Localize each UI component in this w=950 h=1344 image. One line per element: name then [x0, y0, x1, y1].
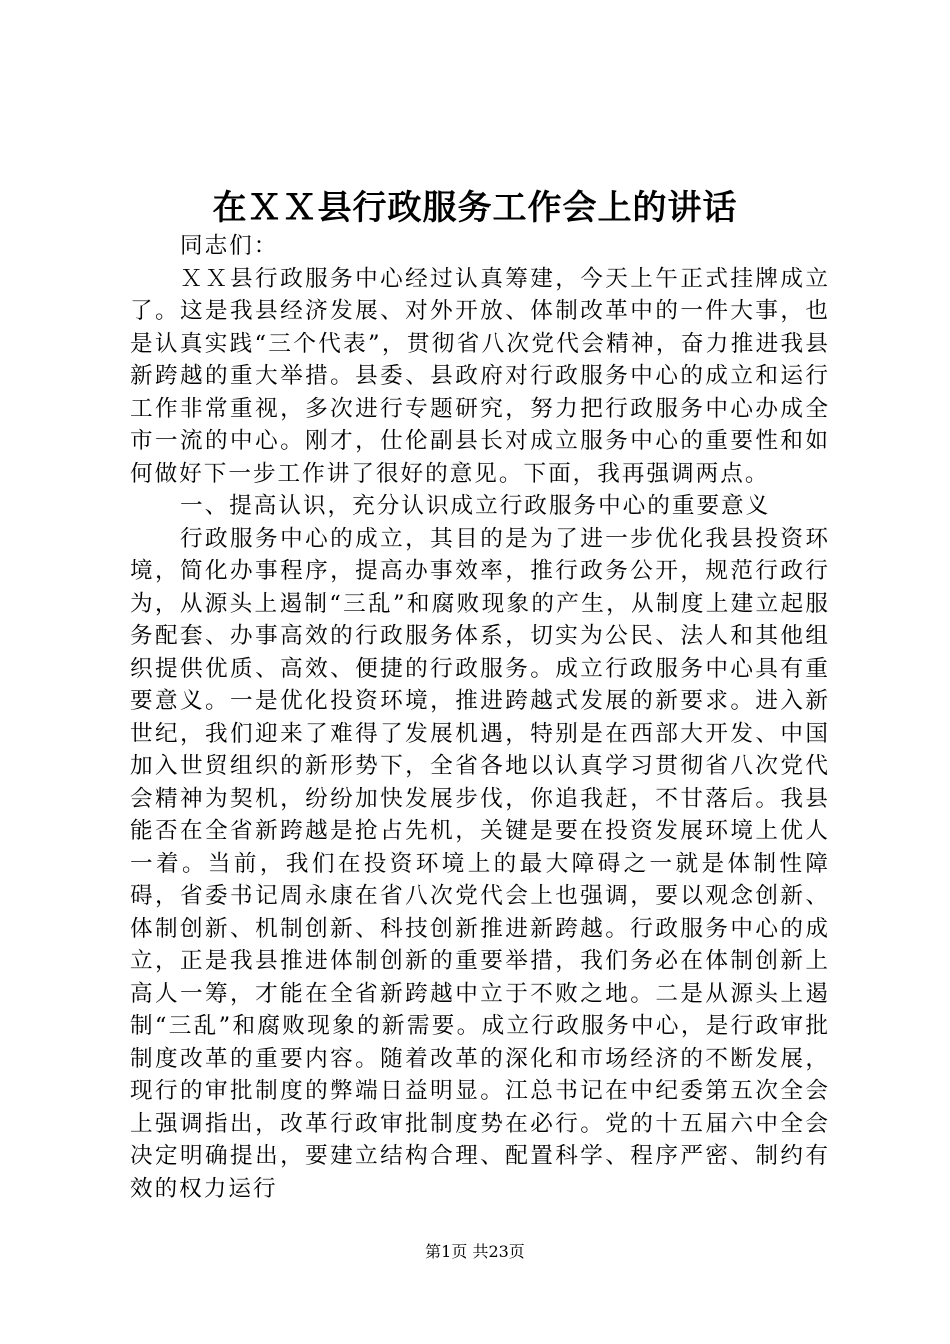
paragraph-significance: 行政服务中心的成立，其目的是为了进一步优化我县投资环境，简化办事程序，提高办事效率，推行政务公开，规范行政行为，从源头上遏制“三乱”和腐败现象的产生，从制度上建立起服务配套、办事高效的行政服务体系，切实为公民、法人和其他组织提供优质、高效、便捷的行政服务。成立行政服务中心具有重要意义。一是优化投资环境，推进跨越式发展的新要求。进入新世纪，我们迎来了难得了发展机遇，特别是在西部大开发、中国加入世贸组织的新形势下，全省各地以认真学习贯彻省八次党代会精神为契机，纷纷加快发展步伐，你追我赶，不甘落后。我县能否在全省新跨越是抢占先机，关键是要在投资发展环境上优人一着。当前，我们在投资环境上的最大障碍之一就是体制性障碍，省委书记周永康在省八次党代会上也强调，要以观念创新、体制创新、机制创新、科技创新推进新跨越。行政服务中心的成立，正是我县推进体制创新的重要举措，我们务必在体制创新上高人一筹，才能在全省新跨越中立于不败之地。二是从源头上遏制“三乱”和腐败现象的新需要。成立行政服务中心，是行政审批制度改革的重要内容。随着改革的深化和市场经济的不断发展，现行的审批制度的弊端日益明显。江总书记在中纪委第五次全会上强调指出，改革行政审批制度势在必行。党的十五届六中全会决定明确提出，要建立结构合理、配置科学、程序严密、制约有效的权力运行: [130, 525, 830, 1202]
section-heading-1: 一、提高认识，充分认识成立行政服务中心的重要意义: [180, 493, 771, 519]
page-footer: 第1页 共23页: [425, 1242, 525, 1261]
salutation: 同志们：: [180, 233, 279, 259]
document-body: [130, 230, 830, 1205]
document-title: 在ＸＸ县行政服务工作会上的讲话: [212, 188, 738, 228]
paragraph-intro: ＸＸ县行政服务中心经过认真筹建，今天上午正式挂牌成立了。这是我县经济发展、对外开放、体制改革中的一件大事，也是认真实践“三个代表”，贯彻省八次党代会精神，奋力推进我县新跨越的重大举措。县委、县政府对行政服务中心的成立和运行工作非常重视，多次进行专题研究，努力把行政服务中心办成全市一流的中心。刚才，仕伦副县长对成立服务中心的重要性和如何做好下一步工作讲了很好的意见。下面，我再强调两点。: [130, 265, 830, 487]
